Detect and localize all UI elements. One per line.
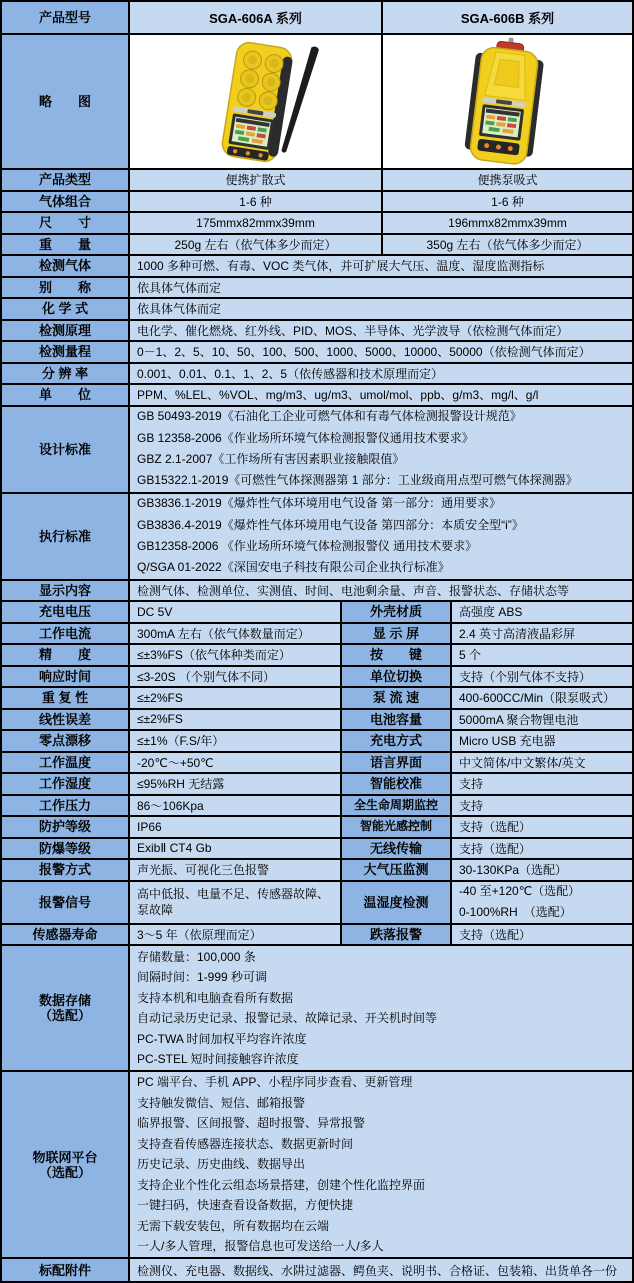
row-label: 检测量程 [2, 342, 130, 362]
value-right: 400-600CC/Min（限泵吸式） [452, 688, 632, 708]
row-value: 0－1、2、5、10、50、100、500、1000、5000、10000、50000（依检测气体而定） [130, 342, 632, 362]
row-product-type [2, 170, 632, 192]
row-label: 设计标准 [2, 407, 130, 492]
device-a-image [130, 35, 383, 168]
row-working-temperature [2, 753, 632, 775]
row-label: 标配附件 [2, 1259, 130, 1281]
row-value: 依具体气体而定 [130, 299, 632, 319]
row-explosion-proof-rating [2, 839, 632, 861]
device-b-image [383, 35, 632, 168]
row-sensor-lifespan [2, 925, 632, 947]
row-label: 化 学 式 [2, 299, 130, 319]
value-left: 声光振、可视化三色报警 [130, 860, 342, 880]
value-left: ≤±2%FS [130, 710, 342, 730]
row-label: 报警信号 [2, 882, 130, 923]
row-label: 工作压力 [2, 796, 130, 816]
value-left: 3～5 年（依原理而定） [130, 925, 342, 945]
value-left: ≤±2%FS [130, 688, 342, 708]
row-label-right: 跌落报警 [342, 925, 452, 945]
diffusion-detector-icon [130, 36, 381, 167]
row-label-right: 充电方式 [342, 731, 452, 751]
row-label-right: 无线传输 [342, 839, 452, 859]
row-label: 产品型号 [2, 2, 130, 33]
value-right: 支持（选配） [452, 817, 632, 837]
row-label: 防护等级 [2, 817, 130, 837]
row-units [2, 385, 632, 407]
execution-standards-list: GB3836.1-2019《爆炸性气体环境用电气设备 第一部分：通用要求》 GB3836.4-2019《爆炸性气体环境用电气设备 第四部分：本质安全型“i”》 GB12358-2006 《作业场所环境气体检测报警仪 通用技术要求》 Q/SGA 01-2022《深国安电子科技有限公司企业执行标准》 [137, 496, 524, 575]
row-design-standards [2, 407, 632, 494]
data-storage-features: 存储数量：100,000 条 间隔时间：1-999 秒可调 支持本机和电脑查看所有数据 自动记录历史记录、报警记录、故障记录、开关机时间等 PC-TWA 时间加权平均容许浓度 PC-STEL 短时间接触容许浓度 [137, 949, 438, 1066]
row-label-right: 泵 流 速 [342, 688, 452, 708]
row-label: 检测原理 [2, 321, 130, 341]
row-charge-voltage [2, 602, 632, 624]
value-b: 196mmx82mmx39mm [383, 213, 632, 233]
value-b: 便携泵吸式 [383, 170, 632, 190]
row-label: 零点漂移 [2, 731, 130, 751]
row-label: 充电电压 [2, 602, 130, 622]
row-data-storage [2, 946, 632, 1072]
value-b: 350g 左右（依气体多少而定） [383, 235, 632, 255]
row-chemical-formula [2, 299, 632, 321]
row-label: 响应时间 [2, 667, 130, 687]
value-a: 1-6 种 [130, 192, 383, 212]
row-label: 气体组合 [2, 192, 130, 212]
row-label: 显示内容 [2, 581, 130, 601]
row-label: 产品类型 [2, 170, 130, 190]
row-value: 1000 多种可燃、有毒、VOC 类气体，并可扩展大气压、温度、湿度监测指标 [130, 256, 632, 276]
row-label: 工作温度 [2, 753, 130, 773]
row-label-right: 外壳材质 [342, 602, 452, 622]
row-label: 重 量 [2, 235, 130, 255]
temp-humidity-detection-values: -40 至+120℃（选配） 0-100%RH （选配） [459, 883, 581, 919]
row-label: 略 图 [2, 35, 130, 168]
row-detection-principle [2, 321, 632, 343]
row-working-current [2, 624, 632, 646]
row-label-right: 按 键 [342, 645, 452, 665]
row-label-right: 语言界面 [342, 753, 452, 773]
design-standards-list: GB 50493-2019《石油化工企业可燃气体和有毒气体检测报警设计规范》 GB 12358-2006《作业场所环境气体检测报警仪通用技术要求》 GBZ 2.1-2007《工作场所有害因素职业接触限值》 GB15322.1-2019《可燃性气体探测器第 1 部分：工业级商用点型可燃气体探测器》 [137, 409, 578, 488]
row-detected-gases [2, 256, 632, 278]
row-repeatability [2, 688, 632, 710]
row-value: 电化学、催化燃烧、红外线、PID、MOS、半导体、光学波导（依检测气体而定） [130, 321, 632, 341]
value-left: IP66 [130, 817, 342, 837]
model-b-name: SGA-606B 系列 [383, 2, 632, 33]
row-label: 检测气体 [2, 256, 130, 276]
row-label: 单 位 [2, 385, 130, 405]
row-alias [2, 278, 632, 300]
row-label-right: 全生命周期监控 [342, 796, 452, 816]
value-left: 高中低报、电量不足、传感器故障、泵故障 [130, 882, 342, 923]
row-iot-platform [2, 1072, 632, 1259]
value-left: 300mA 左右（依气体数量而定） [130, 624, 342, 644]
row-resolution [2, 364, 632, 386]
value-left: ≤±1%（F.S/年） [130, 731, 342, 751]
row-detection-range [2, 342, 632, 364]
row-label: 执行标准 [2, 494, 130, 579]
row-value: 检测仪、充电器、数据线、水阱过滤器、鳄鱼夹、说明书、合格证、包装箱、出货单各一份 [130, 1259, 632, 1281]
row-label-right: 温湿度检测 [342, 882, 452, 923]
row-label: 工作电流 [2, 624, 130, 644]
row-label-right: 显 示 屏 [342, 624, 452, 644]
row-accuracy [2, 645, 632, 667]
value-left: ≤3-20S （个别气体不同） [130, 667, 342, 687]
row-label-right: 智能光感控制 [342, 817, 452, 837]
row-value: PPM、%LEL、%VOL、mg/m3、ug/m3、umol/mol、ppb、g/m3、mg/l、g/l [130, 385, 632, 405]
value-left: ExibⅡ CT4 Gb [130, 839, 342, 859]
row-gas-combination [2, 192, 632, 214]
row-label: 线性误差 [2, 710, 130, 730]
row-label-right: 电池容量 [342, 710, 452, 730]
value-right: 2.4 英寸高清液晶彩屏 [452, 624, 632, 644]
value-right: 支持 [452, 796, 632, 816]
value-a: 175mmx82mmx39mm [130, 213, 383, 233]
row-label: 工作湿度 [2, 774, 130, 794]
row-zero-drift [2, 731, 632, 753]
value-left: 86～106Kpa [130, 796, 342, 816]
row-working-humidity [2, 774, 632, 796]
row-label: 传感器寿命 [2, 925, 130, 945]
row-display-content [2, 581, 632, 603]
row-label-right: 单位切换 [342, 667, 452, 687]
row-label: 尺 寸 [2, 213, 130, 233]
row-dimensions [2, 213, 632, 235]
row-label: 数据存储 （选配） [2, 946, 130, 1070]
row-weight [2, 235, 632, 257]
row-product-model [2, 2, 632, 35]
value-right: 5000mA 聚合物锂电池 [452, 710, 632, 730]
value-right: 5 个 [452, 645, 632, 665]
row-label: 报警方式 [2, 860, 130, 880]
row-protection-rating [2, 817, 632, 839]
row-label: 物联网平台 （选配） [2, 1072, 130, 1257]
row-label: 重 复 性 [2, 688, 130, 708]
row-sketch [2, 35, 632, 170]
value-a: 便携扩散式 [130, 170, 383, 190]
value-left: DC 5V [130, 602, 342, 622]
row-value: 检测气体、检测单位、实测值、时间、电池剩余量、声音、报警状态、存储状态等 [130, 581, 632, 601]
row-label: 防爆等级 [2, 839, 130, 859]
value-right: 支持 [452, 774, 632, 794]
value-left: -20℃～+50℃ [130, 753, 342, 773]
value-left: ≤95%RH 无结露 [130, 774, 342, 794]
row-label: 分 辨 率 [2, 364, 130, 384]
row-label: 别 称 [2, 278, 130, 298]
value-a: 250g 左右（依气体多少而定） [130, 235, 383, 255]
row-response-time [2, 667, 632, 689]
iot-platform-features: PC 端平台、手机 APP、小程序同步查看、更新管理 支持触发微信、短信、邮箱报警 临界报警、区间报警、超时报警、异常报警 支持查看传感器连接状态、数据更新时间 历史记录、历史曲线、数据导出 支持企业个性化云组态场景搭建，创建个性化监控界面 一键扫码，快速查看设备数据，方便快捷 无需下载安装包，所有数据均在云端 一人/多人管理，报警信息也可发送给一人/多人 [137, 1075, 426, 1254]
value-b: 1-6 种 [383, 192, 632, 212]
row-working-pressure [2, 796, 632, 818]
row-linearity-error [2, 710, 632, 732]
row-label: 精 度 [2, 645, 130, 665]
row-label-right: 智能校准 [342, 774, 452, 794]
row-value: 0.001、0.01、0.1、1、2、5（依传感器和技术原理而定） [130, 364, 632, 384]
row-value: 依具体气体而定 [130, 278, 632, 298]
row-execution-standards [2, 494, 632, 581]
value-right: 支持（选配） [452, 925, 632, 945]
model-a-name: SGA-606A 系列 [130, 2, 383, 33]
value-left: ≤±3%FS（依气体种类而定） [130, 645, 342, 665]
row-alarm-signal [2, 882, 632, 925]
value-right: Micro USB 充电器 [452, 731, 632, 751]
row-label-right: 大气压监测 [342, 860, 452, 880]
row-standard-accessories [2, 1259, 632, 1281]
value-right: 支持（个别气体不支持） [452, 667, 632, 687]
value-right: 30-130KPa（选配） [452, 860, 632, 880]
pump-detector-icon [383, 36, 632, 167]
value-right: 支持（选配） [452, 839, 632, 859]
row-alarm-mode [2, 860, 632, 882]
value-right: 高强度 ABS [452, 602, 632, 622]
value-right: 中文简体/中文繁体/英文 [452, 753, 632, 773]
